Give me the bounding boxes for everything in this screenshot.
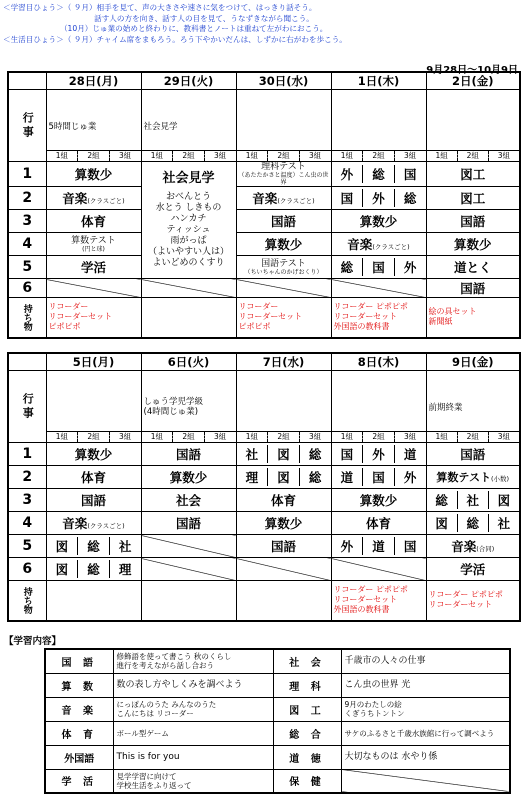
lesson-cell: 国語 (426, 443, 520, 466)
row-label-event: 行事 (8, 371, 46, 443)
lesson-cell (331, 187, 426, 210)
lesson-cell: 学活 (426, 558, 520, 581)
event-cell (426, 371, 520, 443)
lesson-cell: 算数少 (46, 443, 141, 466)
field-trip-item: ティッシュ (166, 224, 211, 235)
empty-content-cell (341, 769, 510, 793)
class-lesson: 道 (332, 468, 364, 486)
day-header: 7日(水) (236, 353, 331, 371)
subject-content: ボール型ゲーム (113, 721, 273, 745)
period-label: 6 (8, 558, 46, 581)
class-label: 2組 (173, 432, 205, 442)
class-lesson: 総 (78, 560, 110, 578)
lesson-cell (331, 162, 426, 187)
subject-content: 大切なものは 水やり係 (341, 745, 510, 769)
event-cell (236, 371, 331, 443)
day-header: 1日(木) (331, 72, 426, 90)
subject-content: サケのふるさと千歳水族館に行って調べよう (341, 721, 510, 745)
period-label: 2 (8, 187, 46, 210)
lesson-cell: 算数少 (331, 489, 426, 512)
class-lesson: 図 (268, 445, 300, 463)
period-label: 1 (8, 443, 46, 466)
class-lesson: 国 (403, 539, 417, 554)
event-text: 5時間じゅ業 (48, 121, 97, 132)
lesson-cell (236, 162, 331, 187)
field-trip-item: 雨がっぱ (170, 235, 207, 246)
row-label-items: 持ち物 (8, 581, 46, 621)
lesson-cell (236, 443, 331, 466)
lesson-cell (331, 233, 426, 256)
class-divider (142, 431, 236, 442)
class-label: 1組 (427, 151, 458, 161)
subject-label: 図 工 (273, 697, 341, 721)
class-label: 1組 (332, 432, 364, 442)
item-text: リコーダー (238, 302, 279, 312)
lesson-cell: 算数少 (46, 162, 141, 187)
lesson-text: 算数テスト (71, 235, 116, 246)
event-text: 前期終業 (428, 402, 463, 413)
lesson-cell (236, 187, 331, 210)
items-cell (46, 298, 141, 338)
content-row (45, 769, 510, 793)
lesson-cell (331, 256, 426, 279)
lesson-cell (331, 466, 426, 489)
item-text: ピポピポ (238, 322, 271, 332)
subject-label: 総 合 (273, 721, 341, 745)
class-label: 3組 (119, 432, 132, 441)
class-lesson: 総 (308, 447, 322, 462)
empty-period-cell (331, 279, 426, 298)
day-header: 5日(月) (46, 353, 141, 371)
lesson-text: 音楽 (62, 191, 88, 206)
lesson-cell: 図工 (426, 162, 520, 187)
class-label: 2組 (458, 432, 489, 442)
empty-period-cell (331, 558, 426, 581)
items-cell (426, 581, 520, 621)
empty-period-cell (46, 279, 141, 298)
class-label: 3組 (119, 151, 132, 160)
lesson-cell (426, 466, 520, 489)
class-divider (142, 150, 236, 161)
class-lesson: 外 (363, 445, 395, 463)
event-text: しゅう学児学級 (4時間じゅ業) (143, 396, 204, 417)
empty-period-cell (141, 558, 236, 581)
lesson-text: 算数テスト (436, 471, 491, 484)
class-lesson: 図 (47, 537, 79, 555)
lesson-cell: 国語 (141, 512, 236, 535)
items-cell (236, 298, 331, 338)
lesson-cell: 社会 (141, 489, 236, 512)
empty-period-cell (236, 279, 331, 298)
lesson-cell: 図工 (426, 187, 520, 210)
class-divider (427, 150, 520, 161)
class-lesson: 理 (237, 468, 269, 486)
class-lesson: 総 (332, 258, 364, 276)
day-header: 2日(金) (426, 72, 520, 90)
class-label: 2組 (363, 151, 395, 161)
class-lesson: 外 (332, 165, 364, 183)
field-trip-cell (141, 162, 236, 279)
lesson-cell: 体育 (236, 489, 331, 512)
class-label: 3組 (497, 151, 511, 160)
class-label: 1組 (142, 432, 174, 442)
class-divider (332, 150, 426, 161)
lesson-cell (236, 256, 331, 279)
goal-line: ＜学習目ひょう＞（ ９月）相手を見て、声の大きさや速さに気をつけて、はっきり話そう。 (3, 3, 317, 12)
event-cell (141, 90, 236, 162)
empty-period-cell (236, 558, 331, 581)
lesson-text: 音楽 (252, 191, 278, 206)
day-header: 30日(水) (236, 72, 331, 90)
item-text: リコーダー (48, 302, 89, 312)
field-trip-item: （よいやすい人は） (147, 246, 229, 257)
class-label: 3組 (214, 151, 227, 160)
class-label: 2組 (78, 151, 110, 161)
learning-goals (3, 3, 443, 45)
day-header: 8日(木) (331, 353, 426, 371)
subject-content: 見学学習に向けて 学校生活をふり返って (113, 769, 273, 793)
class-lesson: 総 (78, 537, 110, 555)
items-cell (46, 581, 141, 621)
lesson-cell: 道とく (426, 256, 520, 279)
subject-label: 音 楽 (45, 697, 113, 721)
item-text: 外国語の教科書 (333, 605, 390, 615)
lesson-text: 音楽 (62, 516, 88, 531)
event-cell (46, 371, 141, 443)
lesson-cell: 国語 (426, 210, 520, 233)
lesson-text: 音楽 (347, 237, 373, 252)
item-text: リコーダー ピポピポ (428, 590, 503, 600)
class-lesson: 図 (47, 560, 79, 578)
lesson-cell (236, 466, 331, 489)
class-label: 2組 (268, 151, 300, 161)
lesson-note: (クラスごと) (87, 197, 125, 205)
class-lesson: 総 (403, 191, 417, 206)
class-label: 1組 (142, 151, 174, 161)
lesson-text: 音楽 (451, 539, 477, 554)
class-lesson: 社 (458, 491, 489, 509)
lesson-note: （ちいちゃんのかげおくり） (244, 268, 323, 276)
item-text: 新聞紙 (428, 317, 453, 327)
lesson-cell: 国語 (236, 210, 331, 233)
lesson-cell: 算数少 (236, 233, 331, 256)
items-cell (331, 581, 426, 621)
lesson-cell (46, 187, 141, 210)
lesson-cell (46, 535, 141, 558)
learning-content-table (44, 648, 511, 794)
subject-label: 外国語 (45, 745, 113, 769)
subject-label: 理 科 (273, 673, 341, 697)
period-label: 5 (8, 256, 46, 279)
lesson-cell: 国語 (46, 489, 141, 512)
subject-content: This is for you (113, 745, 273, 769)
subject-label: 保 健 (273, 769, 341, 793)
period-label: 6 (8, 279, 46, 298)
items-cell (141, 298, 236, 338)
lesson-cell: 算数少 (236, 512, 331, 535)
event-text: 社会見学 (143, 121, 178, 132)
lesson-note: （あたたかさと温度）こん虫の世界 (238, 172, 329, 186)
class-lesson: 国 (332, 189, 364, 207)
class-divider (332, 431, 426, 442)
class-label: 3組 (404, 151, 417, 160)
lesson-note: (円と球) (82, 245, 105, 253)
field-trip-item: よいどめのくすり (152, 257, 225, 268)
period-label: 5 (8, 535, 46, 558)
class-label: 1組 (237, 432, 269, 442)
lesson-cell: 体育 (46, 466, 141, 489)
lesson-cell (426, 489, 520, 512)
subject-label: 社 会 (273, 649, 341, 673)
lesson-cell (46, 233, 141, 256)
week2-schedule (7, 352, 521, 622)
corner-cell (8, 72, 46, 90)
class-label: 1組 (47, 151, 79, 161)
subject-label: 国 語 (45, 649, 113, 673)
period-label: 3 (8, 489, 46, 512)
lesson-cell (331, 443, 426, 466)
row-label-items: 持ち物 (8, 298, 46, 338)
lesson-cell: 国語 (141, 443, 236, 466)
item-text: リコーダーセット (428, 600, 493, 610)
lesson-cell: 算数少 (426, 233, 520, 256)
items-cell (141, 581, 236, 621)
goal-line: ＜生活目ひょう＞（ ９月）チャイム席をまもろう。ろう下やかいだんは、しずかに右がわを歩こう。 (3, 34, 347, 44)
period-label: 3 (8, 210, 46, 233)
lesson-note: (合同) (476, 545, 495, 553)
lesson-cell (46, 512, 141, 535)
lesson-note: (クラスごと) (372, 243, 410, 251)
class-lesson: 社 (237, 445, 269, 463)
class-label: 3組 (309, 151, 322, 160)
subject-label: 体 育 (45, 721, 113, 745)
class-label: 2組 (363, 432, 395, 442)
field-trip-item: ハンカチ (170, 213, 207, 224)
row-label-event: 行事 (8, 90, 46, 162)
lesson-cell (331, 535, 426, 558)
subject-label: 算 数 (45, 673, 113, 697)
class-lesson: 理 (118, 562, 132, 577)
item-text: リコーダー ピポピポ (333, 585, 408, 595)
class-divider (237, 431, 331, 442)
lesson-cell: 国語 (236, 535, 331, 558)
empty-period-cell (141, 279, 236, 298)
item-text: 絵の具セット (428, 307, 477, 317)
content-row (45, 697, 510, 721)
class-lesson: 外 (332, 537, 364, 555)
class-lesson: 道 (363, 537, 395, 555)
class-divider (427, 431, 520, 442)
period-label: 4 (8, 512, 46, 535)
class-label: 3組 (497, 432, 511, 441)
class-label: 3組 (404, 432, 417, 441)
field-trip-title: 社会見学 (162, 170, 215, 186)
date-range: 9月28日〜10月9日 (426, 65, 518, 76)
class-label: 1組 (427, 432, 458, 442)
lesson-cell (46, 558, 141, 581)
field-trip-item: おべんとう (165, 191, 211, 202)
class-lesson: 国 (403, 167, 417, 182)
item-text: リコーダーセット (48, 312, 113, 322)
content-row (45, 745, 510, 769)
class-label: 1組 (47, 432, 79, 442)
class-lesson: 図 (497, 493, 511, 508)
subject-label: 学 活 (45, 769, 113, 793)
items-cell (426, 298, 520, 338)
lesson-cell: 学活 (46, 256, 141, 279)
lesson-text: 国語テスト (261, 258, 306, 269)
event-cell (46, 90, 141, 162)
content-row (45, 673, 510, 697)
corner-cell (8, 353, 46, 371)
class-lesson: 総 (308, 470, 322, 485)
day-header: 28日(月) (46, 72, 141, 90)
lesson-cell: 国語 (426, 279, 520, 298)
class-label: 2組 (458, 151, 489, 161)
lesson-cell (426, 512, 520, 535)
class-lesson: 図 (427, 514, 458, 532)
class-lesson: 国 (363, 468, 395, 486)
day-header: 6日(火) (141, 353, 236, 371)
class-lesson: 外 (403, 470, 417, 485)
item-text: リコーダーセット (333, 312, 398, 322)
goal-line: （10月）じゅ業の始めと終わりに、教科書とノートは重ねて左がわにおこう。 (3, 24, 328, 34)
lesson-cell: 体育 (331, 512, 426, 535)
lesson-note: (クラスごと) (277, 197, 315, 205)
class-divider (237, 150, 331, 161)
class-label: 2組 (78, 432, 110, 442)
class-lesson: 外 (363, 189, 395, 207)
field-trip-item: 水とう しきもの (155, 202, 222, 213)
class-divider (47, 150, 141, 161)
lesson-cell: 体育 (46, 210, 141, 233)
class-lesson: 総 (458, 514, 489, 532)
item-text: ピポピポ (48, 322, 81, 332)
item-text: 外国語の教科書 (333, 322, 390, 332)
class-label: 1組 (237, 151, 269, 161)
class-lesson: 国 (332, 445, 364, 463)
subject-content: こん虫の世界 光 (341, 673, 510, 697)
subject-content: 9月のわたしの絵 くぎうちトントン (341, 697, 510, 721)
class-divider (47, 431, 141, 442)
items-cell (236, 581, 331, 621)
empty-period-cell (141, 535, 236, 558)
class-lesson: 総 (427, 491, 458, 509)
event-cell (141, 371, 236, 443)
lesson-cell: 算数少 (331, 210, 426, 233)
class-lesson: 総 (363, 165, 395, 183)
content-row (45, 721, 510, 745)
lesson-text: 理科テスト (261, 162, 306, 172)
subject-content: にっぽんのうた みんなのうた こんにちは リコーダー (113, 697, 273, 721)
item-text: リコーダーセット (333, 595, 398, 605)
class-label: 3組 (309, 432, 322, 441)
subject-content: 数の表し方やしくみを調べよう (113, 673, 273, 697)
event-cell (426, 90, 520, 162)
class-label: 3組 (214, 432, 227, 441)
class-label: 1組 (332, 151, 364, 161)
period-label: 4 (8, 233, 46, 256)
class-lesson: 社 (118, 539, 132, 554)
item-text: リコーダーセット (238, 312, 303, 322)
week1-schedule (7, 71, 521, 339)
class-lesson: 社 (497, 516, 511, 531)
subject-content: 修飾語を使って書こう 秋のくらし 進行を考えながら話し合おう (113, 649, 273, 673)
class-lesson: 道 (403, 447, 417, 462)
period-label: 2 (8, 466, 46, 489)
class-lesson: 国 (363, 258, 395, 276)
day-header: 9日(金) (426, 353, 520, 371)
lesson-cell: 算数少 (141, 466, 236, 489)
event-cell (331, 371, 426, 443)
lesson-note: (クラスごと) (87, 522, 125, 530)
content-row (45, 649, 510, 673)
lesson-note: (小数) (490, 475, 510, 483)
subject-content: 千歳市の人々の仕事 (341, 649, 510, 673)
class-lesson: 図 (268, 468, 300, 486)
item-text: リコーダー ピポピポ (333, 302, 408, 312)
learning-content-title: 【学習内容】 (4, 636, 62, 647)
lesson-cell (426, 535, 520, 558)
class-label: 2組 (268, 432, 300, 442)
items-cell (331, 298, 426, 338)
day-header: 29日(火) (141, 72, 236, 90)
period-label: 1 (8, 162, 46, 187)
class-label: 2組 (173, 151, 205, 161)
event-cell (331, 90, 426, 162)
goal-line: 話す人の方を向き、話す人の目を見て、うなずきながら聞こう。 (3, 13, 314, 23)
class-lesson: 外 (403, 260, 417, 275)
subject-label: 道 徳 (273, 745, 341, 769)
event-cell (236, 90, 331, 162)
